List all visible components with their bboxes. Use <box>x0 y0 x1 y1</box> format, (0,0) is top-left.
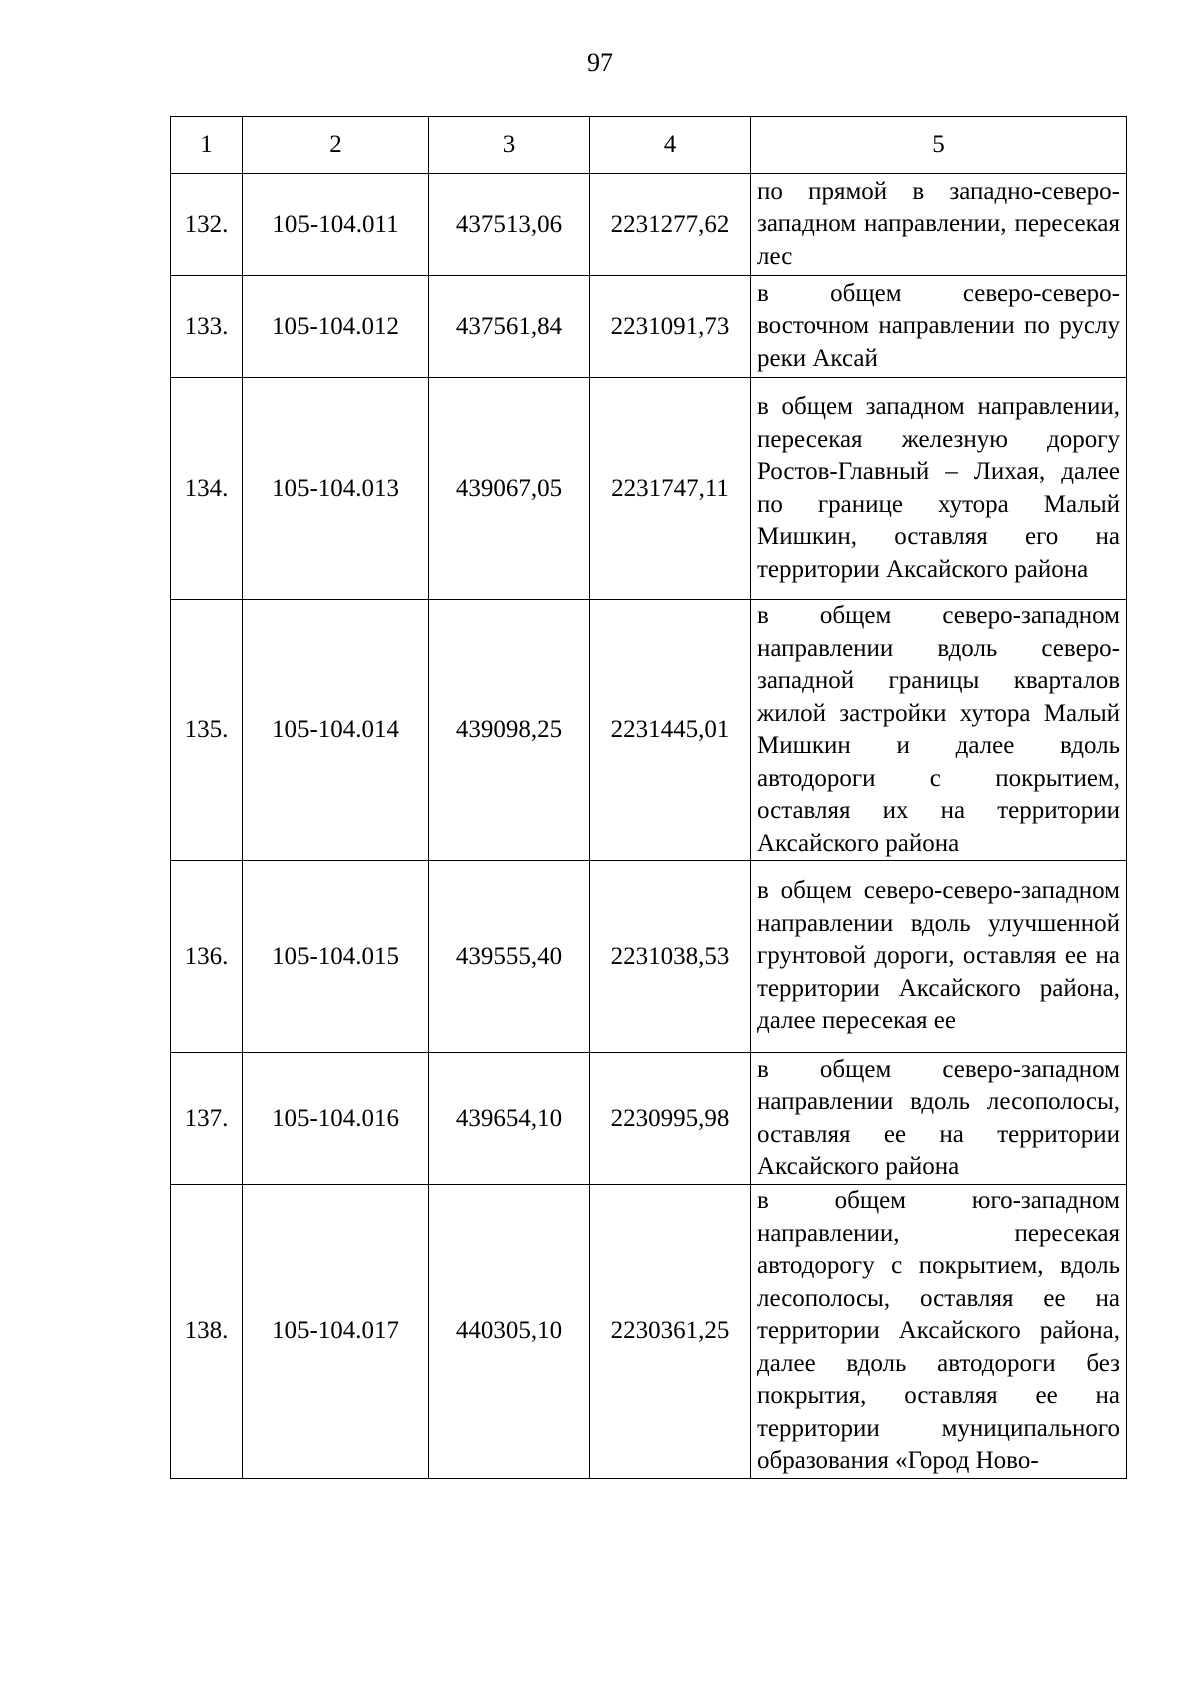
page-number: 97 <box>587 48 613 77</box>
column-header-1: 1 <box>171 117 243 174</box>
coordinate-y: 2230361,25 <box>590 1185 751 1479</box>
boundary-description: в общем северо-западном направлении вдоль лесополосы, оставляя ее на территории Аксайского района <box>751 1053 1127 1185</box>
coordinate-y: 2231747,11 <box>590 378 751 600</box>
table-row <box>171 600 1127 861</box>
boundary-description: по прямой в западно-северо-западном направлении, пересекая лес <box>751 174 1127 276</box>
boundary-description: в общем северо-северо-восточном направлении по руслу реки Аксай <box>751 276 1127 378</box>
table-row <box>171 1053 1127 1185</box>
row-number: 137. <box>171 1053 243 1185</box>
row-number: 136. <box>171 861 243 1053</box>
table-row <box>171 174 1127 276</box>
column-header-2: 2 <box>243 117 429 174</box>
point-code: 105-104.016 <box>243 1053 429 1185</box>
coordinate-x: 437513,06 <box>429 174 590 276</box>
point-code: 105-104.011 <box>243 174 429 276</box>
table-row <box>171 378 1127 600</box>
row-number: 138. <box>171 1185 243 1479</box>
row-number: 134. <box>171 378 243 600</box>
coordinate-y: 2231038,53 <box>590 861 751 1053</box>
table-row <box>171 861 1127 1053</box>
row-number: 133. <box>171 276 243 378</box>
boundary-points-table <box>170 116 1127 1479</box>
boundary-description: в общем северо-западном направлении вдоль северо-западной границы кварталов жилой застройки хутора Малый Мишкин и далее вдоль автодороги с покрытием, оставляя их на территории Аксайского района <box>751 600 1127 861</box>
coordinate-y: 2231445,01 <box>590 600 751 861</box>
coordinate-y: 2231277,62 <box>590 174 751 276</box>
coordinate-x: 440305,10 <box>429 1185 590 1479</box>
row-number: 135. <box>171 600 243 861</box>
table-header <box>171 117 1127 174</box>
coordinate-x: 439654,10 <box>429 1053 590 1185</box>
point-code: 105-104.015 <box>243 861 429 1053</box>
column-header-3: 3 <box>429 117 590 174</box>
point-code: 105-104.014 <box>243 600 429 861</box>
table-row <box>171 276 1127 378</box>
column-header-5: 5 <box>751 117 1127 174</box>
coordinate-x: 437561,84 <box>429 276 590 378</box>
boundary-description: в общем юго-западном направлении, пересекая автодорогу с покрытием, вдоль лесополосы, оставляя ее на территории Аксайского района, далее вдоль автодороги без покрытия, оставляя ее на территории муниципального образования «Город Ново- <box>751 1185 1127 1479</box>
point-code: 105-104.013 <box>243 378 429 600</box>
boundary-description: в общем западном направлении, пересекая железную дорогу Ростов-Главный – Лихая, далее по границе хутора Малый Мишкин, оставляя его на территории Аксайского района <box>751 378 1127 600</box>
point-code: 105-104.017 <box>243 1185 429 1479</box>
table-body <box>171 174 1127 1479</box>
header-row <box>171 117 1127 174</box>
row-number: 132. <box>171 174 243 276</box>
coordinate-x: 439555,40 <box>429 861 590 1053</box>
coordinate-x: 439098,25 <box>429 600 590 861</box>
coordinate-y: 2230995,98 <box>590 1053 751 1185</box>
table-row <box>171 1185 1127 1479</box>
boundary-description: в общем северо-северо-западном направлении вдоль улучшенной грунтовой дороги, оставляя ее на территории Аксайского района, далее пересекая ее <box>751 861 1127 1053</box>
column-header-4: 4 <box>590 117 751 174</box>
coordinate-y: 2231091,73 <box>590 276 751 378</box>
coordinate-x: 439067,05 <box>429 378 590 600</box>
point-code: 105-104.012 <box>243 276 429 378</box>
